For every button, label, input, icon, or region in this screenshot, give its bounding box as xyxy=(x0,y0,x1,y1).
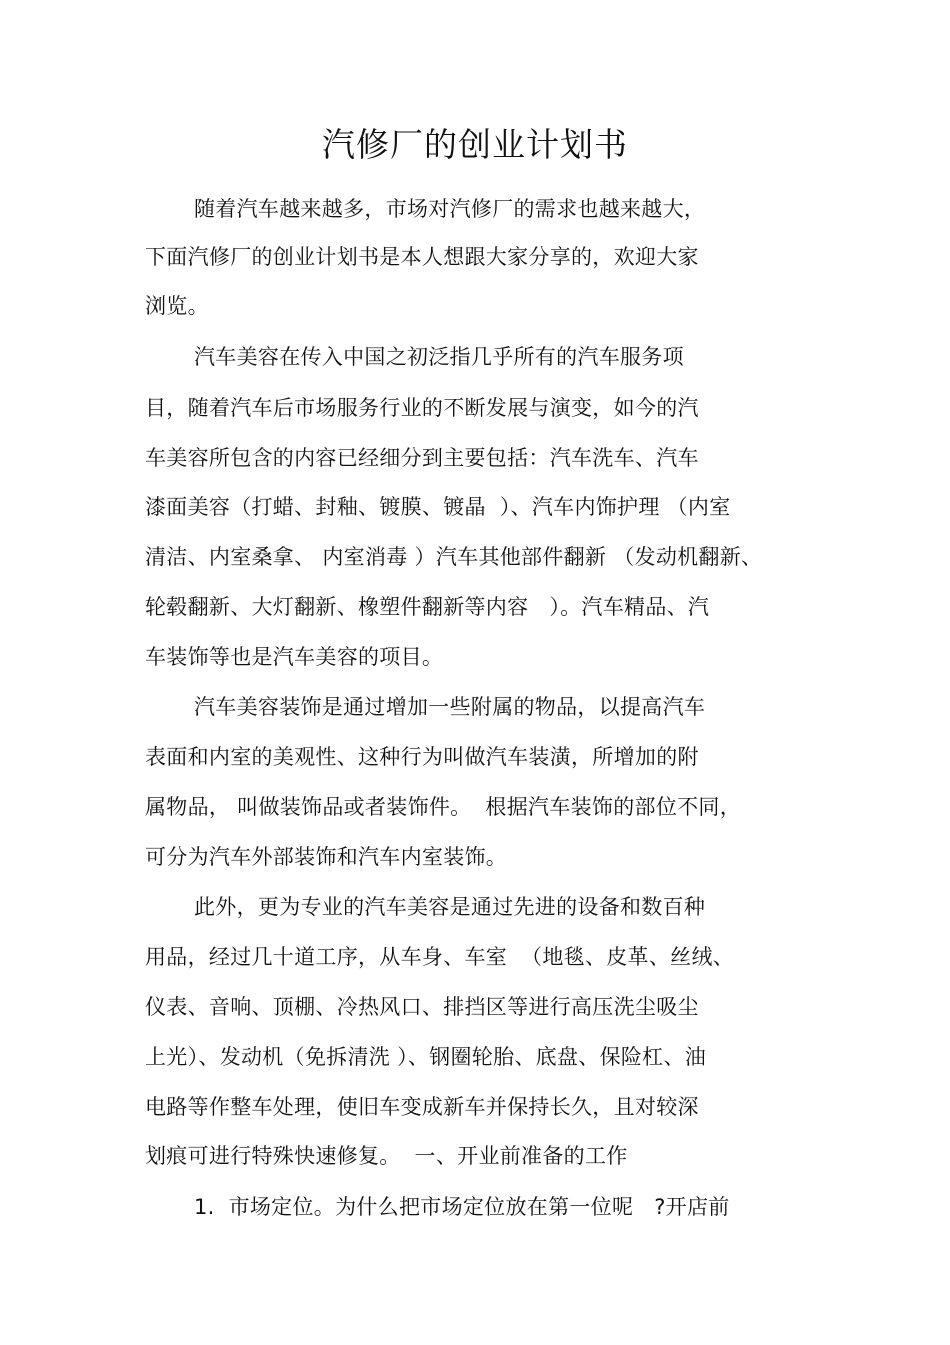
paragraph-line: 下面汽修厂的创业计划书是本人想跟大家分享的，欢迎大家 xyxy=(145,245,699,269)
paragraph-line: 属物品， 叫做装饰品或者装饰件。 根据汽车装饰的部位不同， xyxy=(145,795,742,819)
paragraph-line: 目，随着汽车后市场服务行业的不断发展与演变，如今的汽 xyxy=(145,396,699,420)
paragraph-line: 随着汽车越来越多，市场对汽修厂的需求也越来越大， xyxy=(194,197,706,221)
paragraph-line: 仪表、音响、顶棚、冷热风口、排挡区等进行高压洗尘吸尘 xyxy=(145,995,699,1019)
paragraph-line: 上光）、发动机（免拆清洗 ）、钢圈轮胎、底盘、保险杠、油 xyxy=(145,1045,707,1069)
paragraph-line: 电路等作整车处理，使旧车变成新车并保持长久，且对较深 xyxy=(145,1095,699,1119)
paragraph-line: 漆面美容（打蜡、封釉、镀膜、镀晶 ）、汽车内饰护理 （内室 xyxy=(145,495,731,519)
list-item: 1. 市场定位。为什么把市场定位放在第一位呢 ?开店前 xyxy=(194,1195,730,1219)
paragraph-line: 汽车美容在传入中国之初泛指几乎所有的汽车服务项 xyxy=(194,345,684,369)
paragraph-line: 车装饰等也是汽车美容的项目。 xyxy=(145,645,444,669)
paragraph-line: 划痕可进行特殊快速修复。 一、开业前准备的工作 xyxy=(145,1144,628,1168)
paragraph-line: 此外，更为专业的汽车美容是通过先进的设备和数百种 xyxy=(194,895,706,919)
paragraph-line: 表面和内室的美观性、这种行为叫做汽车装潢，所增加的附 xyxy=(145,745,699,769)
paragraph-line: 车美容所包含的内容已经细分到主要包括：汽车洗车、汽车 xyxy=(145,446,699,470)
paragraph-line: 清洁、内室桑拿、 内室消毒 ）汽车其他部件翻新 （发动机翻新、 xyxy=(145,545,763,569)
paragraph-line: 用品，经过几十道工序，从车身、车室 （地毯、皮革、丝绒、 xyxy=(145,945,735,969)
paragraph-line: 汽车美容装饰是通过增加一些附属的物品，以提高汽车 xyxy=(194,695,706,719)
paragraph-line: 轮毂翻新、大灯翻新、橡塑件翻新等内容 ）。汽车精品、汽 xyxy=(145,595,710,619)
paragraph-line: 浏览。 xyxy=(145,294,209,318)
document-title: 汽修厂的创业计划书 xyxy=(322,125,628,164)
paragraph-line: 可分为汽车外部装饰和汽车内室装饰。 xyxy=(145,845,508,869)
